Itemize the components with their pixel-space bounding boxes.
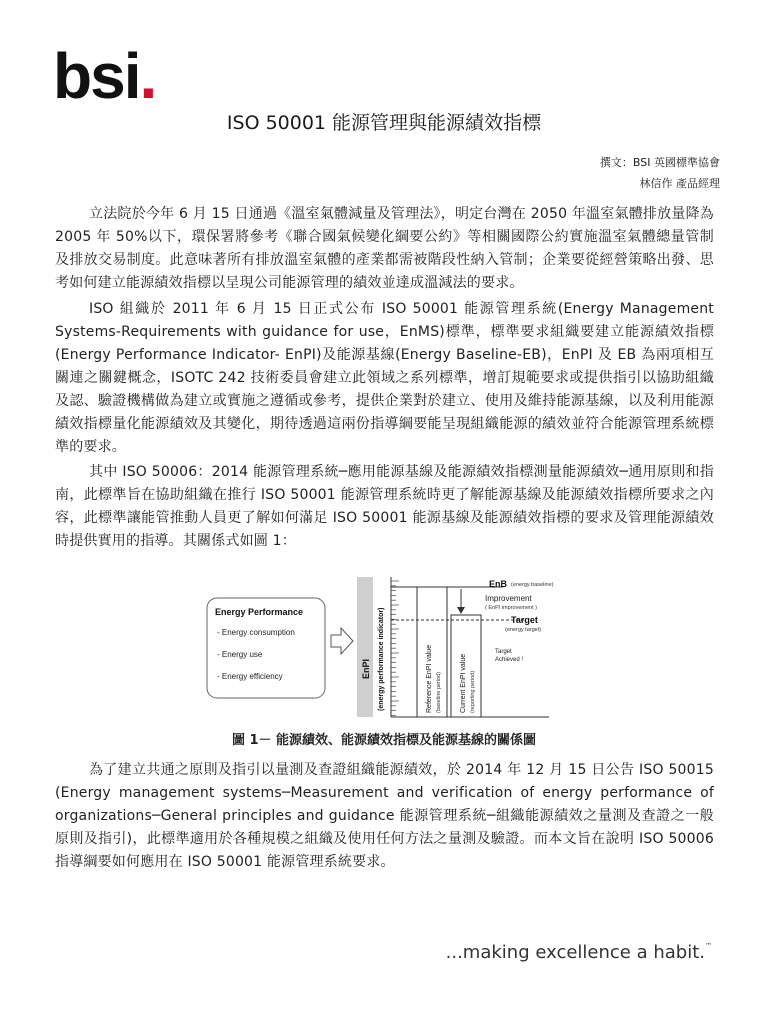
paragraph-1: 立法院於今年 6 月 15 日通過《溫室氣體減量及管理法》，明定台灣在 2050 年溫室氣體排放量降為 2005 年 50%以下，環保署將參考《聯合國氣候變化綱要公約》等相關國際公約實施溫室氣體總量管制及排放交易制度。此意味著所有排放溫室氣體的產業都需被階段性納入管制；企業要從經營策略出發、思考如何建立能源績效指標以呈現公司能源管理的績效並達成溫減法的要求。: [55, 206, 714, 291]
target-label: Target: [511, 615, 538, 625]
reference-bar-label: Reference EnPI value: [426, 644, 433, 713]
enb-sublabel: (energy baseline): [511, 582, 554, 588]
box-item-efficiency: - Energy efficiency: [217, 672, 283, 681]
tagline: [446, 942, 712, 963]
tagline-text: ...making excellence a habit.: [445, 942, 705, 963]
axis-strip: [357, 577, 373, 717]
axis-label: EnPI: [361, 658, 371, 679]
improvement-label: Improvement: [485, 594, 532, 603]
arrow-icon: [331, 628, 353, 654]
byline-source: 撰文：BSI 英國標準協會: [599, 156, 720, 169]
byline: [600, 152, 720, 194]
current-bar-sublabel: (reporting period): [470, 670, 476, 713]
achieved-line2: Achieved !: [495, 657, 524, 663]
axis-ticks: [391, 581, 399, 715]
energy-performance-diagram: [205, 573, 555, 721]
bsi-logo: [53, 40, 156, 112]
logo-dot: .: [139, 40, 156, 112]
target-sublabel: (energy target): [505, 627, 542, 633]
axis-sublabel: (energy performance indicator): [378, 607, 385, 711]
reference-bar-sublabel: (baseline period): [436, 672, 442, 713]
paragraph-2: ISO 組織於 2011 年 6 月 15 日正式公布 ISO 50001 能源管理系統(Energy Management Systems-Requirements with guidance for use，EnMS)標準，標準要求組織要建立能源績效指標(Energy Performance Indicator- EnPI)及能源基線(Energy Baseline-EB)，EnPI 及 EB 為兩項相互關連之關鍵概念，ISOTC 242 技術委員會建立此領域之系列標準，增訂規範要求或提供指引以協助組織及認、驗證機構做為建立或實施之遵循或參考，提供企業對於建立、使用及維持能源基線，以及利用能源績效指標量化能源績效及其變化，期待透過這兩份指導綱要能呈現組織能源的績效並符合能源管理系統標準的要求。: [55, 301, 714, 455]
box-item-consumption: - Energy consumption: [217, 628, 295, 637]
current-bar-label: Current EnPI value: [460, 653, 467, 713]
figure-caption: 圖 1－ 能源績效、能源績效指標及能源基線的關係圖: [231, 733, 537, 748]
paragraph-3: 其中 ISO 50006：2014 能源管理系統─應用能源基線及能源績效指標測量能源績效─通用原則和指南，此標準旨在協助組織在推行 ISO 50001 能源管理系統時更了解能源基線及能源績效指標所要求之內容，此標準讓能管推動人員更了解如何滿足 ISO 50001 能源基線及能源績效指標的要求及管理能源績效時提供實用的指導。其關係式如圖 1：: [55, 464, 714, 549]
improvement-arrowhead: [457, 607, 465, 614]
trademark-mark: ™: [705, 942, 712, 950]
enb-label: EnB: [489, 579, 507, 589]
byline-author: 林信作 產品經理: [639, 177, 720, 190]
box-item-use: - Energy use: [217, 650, 263, 659]
box-title: Energy Performance: [215, 607, 304, 617]
paragraph-4: 為了建立共通之原則及指引以量測及查證組織能源績效，於 2014 年 12 月 15 日公告 ISO 50015 (Energy management systems─Measurement and verification of energy performance of organizations─General principles and guidance 能源管理系統─組織能源績效之量測及查證之一般原則及指引)，此標準適用於各種規模之組織及使用任何方法之量測及驗證。而本文旨在說明 ISO 50006 指導綱要如何應用在 ISO 50001 能源管理系統要求。: [55, 762, 714, 870]
achieved-line1: Target: [495, 649, 512, 655]
improvement-sublabel: ( EnPI improvement ): [485, 605, 537, 611]
page-title: ISO 50001 能源管理與能源績效指標: [226, 112, 542, 134]
logo-text: bsi: [53, 40, 140, 112]
